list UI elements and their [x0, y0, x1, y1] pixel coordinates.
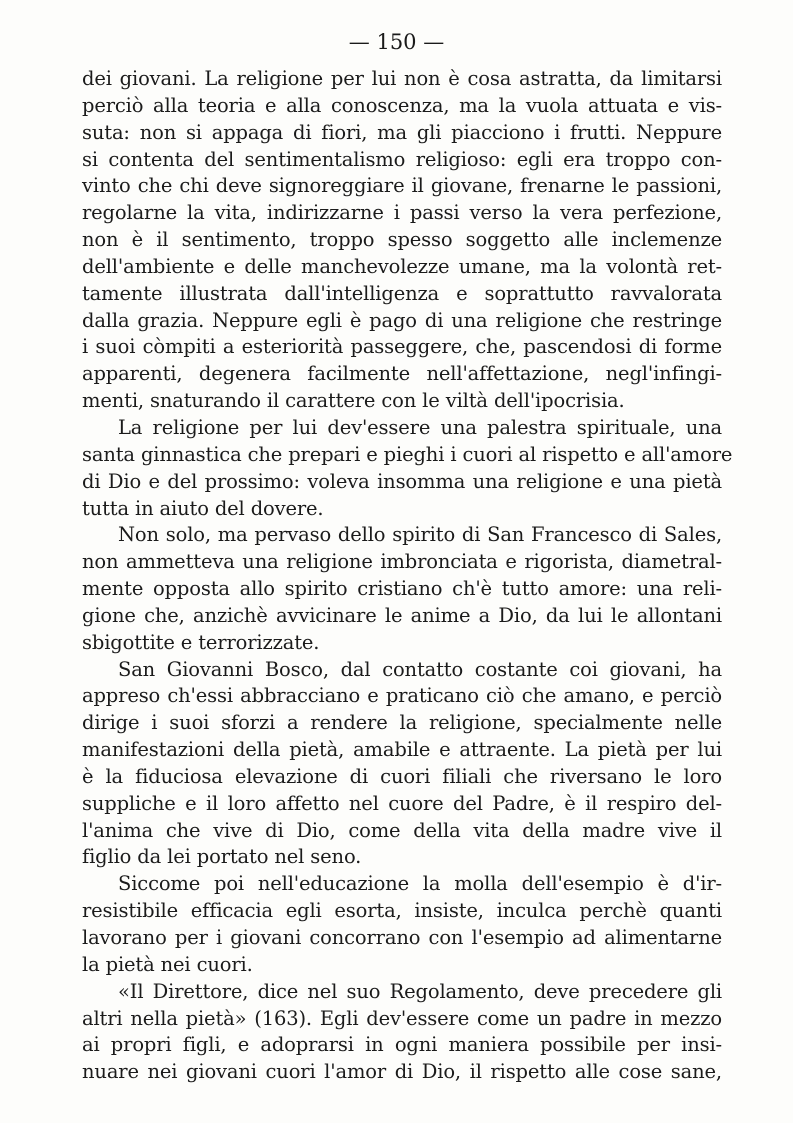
text-line: menti, snaturando il carattere con le viltà dell'ipocrisia.: [82, 389, 625, 413]
text-line: suta: non si appaga di fiori, ma gli piacciono i frutti. Neppure: [82, 120, 722, 144]
text-line: manifestazioni della pietà, amabile e attraente. La pietà per lui: [82, 738, 722, 762]
text-line: la pietà nei cuori.: [82, 952, 253, 976]
text-line: nuare nei giovani cuori l'amor di Dio, il rispetto alle cose sane,: [82, 1060, 722, 1084]
text-line: dirige i suoi sforzi a rendere la religione, specialmente nelle: [82, 711, 722, 735]
text-line: altri nella pietà» (163). Egli dev'essere come un padre in mezzo: [82, 1006, 722, 1030]
text-line: figlio da lei portato nel seno.: [82, 845, 362, 869]
text-line: dell'ambiente e delle manchevolezze umane, ma la volontà ret-: [82, 254, 722, 278]
text-line: La religione per lui dev'essere una palestra spirituale, una: [118, 415, 722, 439]
paragraph: [82, 66, 722, 415]
text-line: dalla grazia. Neppure egli è pago di una religione che restringe: [82, 308, 722, 332]
paragraph: [82, 657, 722, 872]
text-line: Siccome poi nell'educazione la molla dell'esempio è d'ir-: [118, 872, 722, 896]
text-line: l'anima che vive di Dio, come della vita della madre vive il: [82, 818, 722, 842]
paragraph: [82, 871, 722, 978]
text-line: San Giovanni Bosco, dal contatto costante coi giovani, ha: [118, 657, 722, 681]
text-line: lavorano per i giovani concorrano con l'esempio ad alimentarne: [82, 926, 722, 949]
text-line: tamente illustrata dall'intelligenza e soprattutto ravvalorata: [82, 281, 722, 305]
paragraph: [82, 522, 722, 656]
text-line: santa ginnastica che prepari e pieghi i cuori al rispetto e all'amore: [82, 442, 733, 466]
text-line: gione che, anzichè avvicinare le anime a Dio, da lui le allontani: [82, 603, 722, 627]
text-line: i suoi còmpiti a esteriorità passeggere, che, pascendosi di forme: [82, 335, 722, 359]
text-line: apparenti, degenera facilmente nell'affettazione, negl'infingi-: [82, 362, 722, 386]
text-line: «Il Direttore, dice nel suo Regolamento, deve precedere gli: [118, 979, 722, 1003]
text-line: di Dio e del prossimo: voleva insomma una religione e una pietà: [82, 469, 722, 493]
text-line: regolarne la vita, indirizzarne i passi verso la vera perfezione,: [82, 201, 722, 225]
paragraph: [82, 415, 733, 522]
text-line: è la fiduciosa elevazione di cuori filiali che riversano le loro: [82, 764, 722, 788]
text-line: suppliche e il loro affetto nel cuore del Padre, è il respiro del-: [82, 791, 722, 815]
text-line: sbigottite e terrorizzate.: [82, 630, 320, 654]
text-line: ai propri figli, e adoprarsi in ogni maniera possibile per insi-: [82, 1033, 722, 1057]
text-line: dei giovani. La religione per lui non è cosa astratta, da limitarsi: [82, 67, 722, 90]
text-line: non è il sentimento, troppo spesso soggetto alle inclemenze: [82, 228, 722, 252]
page-number: — 150 —: [348, 30, 445, 54]
text-line: non ammetteva una religione imbronciata e rigorista, diametral-: [82, 550, 722, 574]
text-line: si contenta del sentimentalismo religioso: egli era troppo con-: [82, 147, 722, 171]
body-text: [82, 66, 733, 1086]
text-line: perciò alla teoria e alla conoscenza, ma la vuola attuata e vis-: [82, 93, 722, 117]
text-line: mente opposta allo spirito cristiano ch'è tutto amore: una reli-: [82, 577, 722, 601]
text-line: tutta in aiuto del dovere.: [82, 496, 324, 520]
text-line: Non solo, ma pervaso dello spirito di San Francesco di Sales,: [118, 523, 722, 547]
text-line: vinto che chi deve signoreggiare il giovane, frenarne le passioni,: [82, 174, 722, 198]
paragraph: [82, 979, 722, 1086]
text-line: appreso ch'essi abbracciano e praticano ciò che amano, e perciò: [82, 684, 722, 708]
text-line: resistibile efficacia egli esorta, insiste, inculca perchè quanti: [82, 899, 722, 923]
